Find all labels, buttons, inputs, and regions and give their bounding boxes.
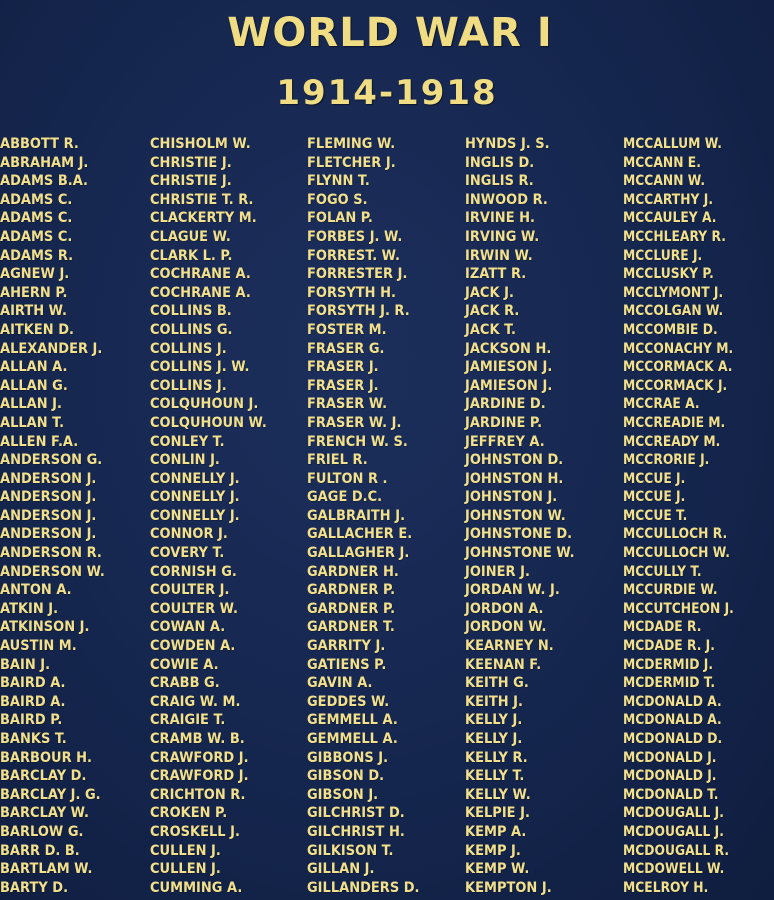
memorial-name: IRVING W. bbox=[465, 228, 540, 245]
memorial-name: GEMMELL A. bbox=[307, 712, 398, 729]
names-column-2 bbox=[150, 135, 267, 897]
names-column-4 bbox=[465, 135, 575, 897]
memorial-name: GIBBONS J. bbox=[307, 749, 389, 766]
memorial-name: MCCULLOCH R. bbox=[623, 526, 728, 543]
memorial-name: CHRISTIE T. R. bbox=[150, 191, 254, 208]
memorial-name: COLLINS G. bbox=[150, 321, 233, 338]
memorial-name: BARCLAY D. bbox=[0, 768, 87, 785]
memorial-name: BARLOW G. bbox=[0, 823, 84, 840]
memorial-name: CRAWFORD J. bbox=[150, 749, 249, 766]
memorial-name: MCDADE R. bbox=[623, 619, 702, 636]
memorial-name: FRASER J. bbox=[307, 377, 379, 394]
memorial-name: ADAMS B.A. bbox=[0, 173, 88, 190]
memorial-name: JOHNSTON D. bbox=[465, 452, 564, 469]
memorial-name: ADAMS R. bbox=[0, 247, 74, 264]
memorial-name: KELLY W. bbox=[465, 786, 531, 803]
memorial-name: FOGO S. bbox=[307, 191, 368, 208]
memorial-name: FRASER W. J. bbox=[307, 414, 402, 431]
memorial-name: FOLAN P. bbox=[307, 210, 373, 227]
memorial-name: JOHNSTONE D. bbox=[465, 526, 573, 543]
memorial-name: FORBES J. W. bbox=[307, 228, 403, 245]
memorial-name: IRVINE H. bbox=[465, 210, 535, 227]
memorial-name: MCDONALD T. bbox=[623, 786, 719, 803]
memorial-name: ANDERSON W. bbox=[0, 563, 105, 580]
memorial-name: ALLAN T. bbox=[0, 414, 65, 431]
memorial-name: COLLINS J. bbox=[150, 377, 227, 394]
memorial-name: FRASER J. bbox=[307, 359, 379, 376]
memorial-name: GILCHRIST H. bbox=[307, 823, 405, 840]
memorial-name: GEDDES W. bbox=[307, 693, 390, 710]
memorial-name: ANDERSON J. bbox=[0, 526, 97, 543]
memorial-name: BAIRD A. bbox=[0, 693, 66, 710]
memorial-name: MCCURDIE W. bbox=[623, 582, 718, 599]
memorial-name: FORREST. W. bbox=[307, 247, 400, 264]
memorial-name: JOHNSTON J. bbox=[465, 489, 558, 506]
memorial-name: CRICHTON R. bbox=[150, 786, 246, 803]
memorial-name: INWOOD R. bbox=[465, 191, 548, 208]
memorial-name: CLAGUE W. bbox=[150, 228, 231, 245]
memorial-name: CONNELLY J. bbox=[150, 470, 240, 487]
memorial-name: GARDNER T. bbox=[307, 619, 395, 636]
names-column-1 bbox=[0, 135, 105, 897]
memorial-name: AUSTIN M. bbox=[0, 638, 77, 655]
memorial-name: COCHRANE A. bbox=[150, 284, 251, 301]
memorial-name: GATIENS P. bbox=[307, 656, 387, 673]
memorial-name: KELLY J. bbox=[465, 712, 523, 729]
memorial-name: AHERN P. bbox=[0, 284, 68, 301]
memorial-name: FORSYTH J. R. bbox=[307, 303, 410, 320]
memorial-name: JEFFREY A. bbox=[465, 433, 545, 450]
memorial-name: ALLEN F.A. bbox=[0, 433, 79, 450]
memorial-name: JOHNSTON W. bbox=[465, 507, 566, 524]
memorial-name: ANDERSON G. bbox=[0, 452, 103, 469]
memorial-name: CONLEY T. bbox=[150, 433, 225, 450]
memorial-name: CRABB G. bbox=[150, 675, 220, 692]
memorial-name: KEENAN F. bbox=[465, 656, 542, 673]
memorial-name: KELLY R. bbox=[465, 749, 528, 766]
memorial-name: MCCLYMONT J. bbox=[623, 284, 724, 301]
memorial-name: JOHNSTONE W. bbox=[465, 545, 575, 562]
memorial-name: BAIRD P. bbox=[0, 712, 63, 729]
memorial-name: GAGE D.C. bbox=[307, 489, 383, 506]
memorial-name: GILKISON T. bbox=[307, 842, 394, 859]
memorial-name: FLYNN T. bbox=[307, 173, 370, 190]
memorial-name: COWAN A. bbox=[150, 619, 226, 636]
memorial-name: COULTER W. bbox=[150, 600, 238, 617]
memorial-name: MCDONALD J. bbox=[623, 749, 717, 766]
memorial-name: MCDADE R. J. bbox=[623, 638, 715, 655]
memorial-name: ADAMS C. bbox=[0, 210, 73, 227]
memorial-name: FRENCH W. S. bbox=[307, 433, 408, 450]
memorial-name: ANDERSON R. bbox=[0, 545, 102, 562]
memorial-name: AIRTH W. bbox=[0, 303, 67, 320]
memorial-name: COULTER J. bbox=[150, 582, 230, 599]
memorial-name: JARDINE D. bbox=[465, 396, 546, 413]
memorial-name: FRASER G. bbox=[307, 340, 385, 357]
memorial-name: ALLAN J. bbox=[0, 396, 62, 413]
memorial-name: FOSTER M. bbox=[307, 321, 387, 338]
memorial-name: ANDERSON J. bbox=[0, 489, 97, 506]
memorial-name: MCCARTHY J. bbox=[623, 191, 714, 208]
memorial-name: FRASER W. bbox=[307, 396, 388, 413]
memorial-name: MCCUE T. bbox=[623, 507, 688, 524]
memorial-name: BARR D. B. bbox=[0, 842, 80, 859]
memorial-name: MCCULLY T. bbox=[623, 563, 702, 580]
memorial-name: BAIRD A. bbox=[0, 675, 66, 692]
memorial-name: BANKS T. bbox=[0, 731, 67, 747]
memorial-name: MCCRORIE J. bbox=[623, 452, 710, 469]
memorial-name: MCCORMACK A. bbox=[623, 359, 733, 376]
memorial-name: ANDERSON J. bbox=[0, 470, 97, 487]
memorial-name: CROKEN P. bbox=[150, 805, 228, 822]
memorial-name: GALBRAITH J. bbox=[307, 507, 406, 524]
memorial-name: IRWIN W. bbox=[465, 247, 533, 264]
memorial-name: ANTON A. bbox=[0, 582, 72, 599]
memorial-name: JACKSON H. bbox=[465, 340, 552, 357]
memorial-name: KEMP W. bbox=[465, 861, 530, 878]
memorial-name: BARCLAY W. bbox=[0, 805, 89, 822]
memorial-name: CLARK L. P. bbox=[150, 247, 233, 264]
memorial-name: JOINER J. bbox=[465, 563, 530, 580]
memorial-name: ALLAN G. bbox=[0, 377, 68, 394]
memorial-name: JORDAN W. J. bbox=[465, 582, 560, 599]
names-column-5 bbox=[623, 135, 734, 897]
memorial-name: FLETCHER J. bbox=[307, 154, 396, 171]
memorial-name: CONLIN J. bbox=[150, 452, 220, 469]
memorial-name: GARRITY J. bbox=[307, 638, 386, 655]
memorial-name: CONNOR J. bbox=[150, 526, 228, 543]
memorial-name: GARDNER P. bbox=[307, 600, 396, 617]
memorial-name: FLEMING W. bbox=[307, 136, 396, 152]
memorial-name: KELPIE J. bbox=[465, 805, 530, 822]
memorial-name: ADAMS C. bbox=[0, 191, 73, 208]
memorial-name: KELLY J. bbox=[465, 731, 523, 747]
memorial-name: MCCLUSKY P. bbox=[623, 266, 714, 283]
memorial-name: ABBOTT R. bbox=[0, 136, 79, 152]
memorial-name: BARTY D. bbox=[0, 879, 69, 896]
memorial-name: MCDOUGALL R. bbox=[623, 842, 730, 859]
memorial-name: MCDOWELL W. bbox=[623, 861, 725, 878]
memorial-name: KEMP J. bbox=[465, 842, 521, 859]
memorial-name: KEITH J. bbox=[465, 693, 523, 710]
memorial-name: MCDOUGALL J. bbox=[623, 823, 724, 840]
memorial-name: JOHNSTON H. bbox=[465, 470, 564, 487]
memorial-name: MCCUE J. bbox=[623, 470, 686, 487]
memorial-name: CULLEN J. bbox=[150, 861, 221, 878]
memorial-name: JACK R. bbox=[465, 303, 520, 320]
memorial-name: CHRISTIE J. bbox=[150, 154, 232, 171]
memorial-name: CUMMING A. bbox=[150, 879, 243, 896]
memorial-name: ALEXANDER J. bbox=[0, 340, 103, 357]
memorial-name: COLLINS J. bbox=[150, 340, 227, 357]
memorial-name: MCDONALD A. bbox=[623, 693, 722, 710]
memorial-name: IZATT R. bbox=[465, 266, 527, 283]
memorial-name: MCCOLGAN W. bbox=[623, 303, 724, 320]
memorial-name: INGLIS R. bbox=[465, 173, 534, 190]
memorial-name: MCCANN E. bbox=[623, 154, 701, 171]
memorial-name: COLQUHOUN J. bbox=[150, 396, 259, 413]
memorial-name: MCDERMID J. bbox=[623, 656, 714, 673]
memorial-name: MCCALLUM W. bbox=[623, 136, 722, 152]
memorial-name: CRAIG W. M. bbox=[150, 693, 241, 710]
memorial-name: MCCRAE A. bbox=[623, 396, 700, 413]
memorial-name: MCCAULEY A. bbox=[623, 210, 717, 227]
memorial-name: KELLY T. bbox=[465, 768, 525, 785]
memorial-name: FORRESTER J. bbox=[307, 266, 408, 283]
memorial-name: KEARNEY N. bbox=[465, 638, 554, 655]
memorial-name: CULLEN J. bbox=[150, 842, 221, 859]
memorial-name: MCCHLEARY R. bbox=[623, 228, 726, 245]
memorial-name: MCCLURE J. bbox=[623, 247, 703, 264]
memorial-name: MCCONACHY M. bbox=[623, 340, 734, 357]
memorial-name: COLQUHOUN W. bbox=[150, 414, 267, 431]
memorial-name: FORSYTH H. bbox=[307, 284, 396, 301]
memorial-name: KEITH G. bbox=[465, 675, 529, 692]
memorial-name: MCCUE J. bbox=[623, 489, 686, 506]
memorial-name: GARDNER P. bbox=[307, 582, 396, 599]
memorial-name: CHISHOLM W. bbox=[150, 136, 251, 152]
memorial-name: ALLAN A. bbox=[0, 359, 68, 376]
memorial-name: MCCANN W. bbox=[623, 173, 706, 190]
memorial-name: CROSKELL J. bbox=[150, 823, 240, 840]
memorial-name: CLACKERTY M. bbox=[150, 210, 257, 227]
plaque-title: WORLD WAR I bbox=[227, 10, 553, 56]
memorial-name: JORDON W. bbox=[465, 619, 547, 636]
memorial-name: KEMPTON J. bbox=[465, 879, 552, 896]
memorial-name: ATKIN J. bbox=[0, 600, 59, 617]
memorial-name: CRAWFORD J. bbox=[150, 768, 249, 785]
memorial-name: AGNEW J. bbox=[0, 266, 70, 283]
memorial-name: MCCREADY M. bbox=[623, 433, 721, 450]
memorial-name: CHRISTIE J. bbox=[150, 173, 232, 190]
memorial-name: CRAIGIE T. bbox=[150, 712, 226, 729]
memorial-name: COLLINS B. bbox=[150, 303, 232, 320]
memorial-name: BARTLAM W. bbox=[0, 861, 93, 878]
memorial-name: MCCORMACK J. bbox=[623, 377, 728, 394]
memorial-name: ANDERSON J. bbox=[0, 507, 97, 524]
memorial-name: GILLAN J. bbox=[307, 861, 375, 878]
memorial-name: GALLACHER E. bbox=[307, 526, 413, 543]
memorial-name: GIBSON D. bbox=[307, 768, 385, 785]
memorial-name: JORDON A. bbox=[465, 600, 544, 617]
memorial-name: COVERY T. bbox=[150, 545, 225, 562]
memorial-name: MCDERMID T. bbox=[623, 675, 716, 692]
memorial-name: MCCULLOCH W. bbox=[623, 545, 730, 562]
memorial-name: JAMIESON J. bbox=[465, 359, 553, 376]
memorial-name: COWIE A. bbox=[150, 656, 219, 673]
memorial-name: AITKEN D. bbox=[0, 321, 74, 338]
memorial-name: CRAMB W. B. bbox=[150, 731, 245, 747]
memorial-name: MCDONALD D. bbox=[623, 731, 723, 747]
memorial-name: GILLANDERS D. bbox=[307, 879, 420, 896]
memorial-name: JAMIESON J. bbox=[465, 377, 553, 394]
memorial-name: COLLINS J. W. bbox=[150, 359, 250, 376]
memorial-name: BARCLAY J. G. bbox=[0, 786, 101, 803]
memorial-name: INGLIS D. bbox=[465, 154, 535, 171]
memorial-name: BARBOUR H. bbox=[0, 749, 92, 766]
memorial-name: JACK T. bbox=[465, 321, 516, 338]
memorial-name: MCDONALD A. bbox=[623, 712, 722, 729]
memorial-name: GIBSON J. bbox=[307, 786, 379, 803]
memorial-name: GALLAGHER J. bbox=[307, 545, 410, 562]
memorial-name: MCCUTCHEON J. bbox=[623, 600, 734, 617]
memorial-name: JARDINE P. bbox=[465, 414, 543, 431]
memorial-name: GILCHRIST D. bbox=[307, 805, 405, 822]
memorial-name: ADAMS C. bbox=[0, 228, 73, 245]
memorial-name: COCHRANE A. bbox=[150, 266, 251, 283]
memorial-name: ABRAHAM J. bbox=[0, 154, 89, 171]
memorial-name: ATKINSON J. bbox=[0, 619, 90, 636]
memorial-name: COWDEN A. bbox=[150, 638, 236, 655]
memorial-name: MCCREADIE M. bbox=[623, 414, 726, 431]
memorial-name: BAIN J. bbox=[0, 656, 51, 673]
memorial-name: FRIEL R. bbox=[307, 452, 368, 469]
memorial-name: JACK J. bbox=[465, 284, 514, 301]
names-column-3 bbox=[307, 135, 420, 897]
memorial-name: MCDOUGALL J. bbox=[623, 805, 724, 822]
memorial-name: CONNELLY J. bbox=[150, 507, 240, 524]
memorial-name: GEMMELL A. bbox=[307, 731, 398, 747]
memorial-name: MCCOMBIE D. bbox=[623, 321, 718, 338]
memorial-name: CORNISH G. bbox=[150, 563, 237, 580]
memorial-name: MCDONALD J. bbox=[623, 768, 717, 785]
memorial-name: GARDNER H. bbox=[307, 563, 399, 580]
memorial-name: GAVIN A. bbox=[307, 675, 373, 692]
memorial-name: HYNDS J. S. bbox=[465, 136, 550, 152]
memorial-name: KEMP A. bbox=[465, 823, 527, 840]
memorial-name: FULTON R . bbox=[307, 470, 388, 487]
memorial-name: MCELROY H. bbox=[623, 879, 709, 896]
memorial-name: CONNELLY J. bbox=[150, 489, 240, 506]
plaque-years: 1914-1918 bbox=[276, 73, 498, 113]
